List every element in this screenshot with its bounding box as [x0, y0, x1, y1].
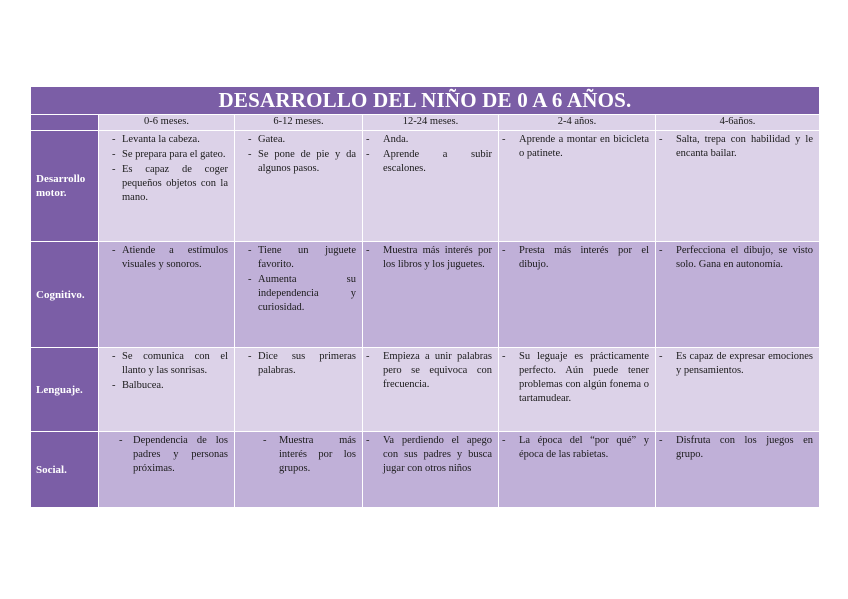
cell-motor-2-4	[499, 131, 656, 242]
list-item: - Se comunica con el llanto y las sonrisas.	[99, 350, 228, 378]
list-item: - Empieza a unir palabras pero se equivoca con frecuencia.	[363, 350, 492, 392]
table-row-social	[31, 432, 820, 508]
list-item: - Es capaz de expresar emociones y pensamientos.	[656, 350, 813, 378]
list-item: - Aumenta su independencia y curiosidad.	[235, 273, 356, 315]
cell-lenguaje-0-6	[99, 348, 235, 432]
cell-motor-4-6	[656, 131, 820, 242]
cell-motor-0-6	[99, 131, 235, 242]
row-label-social: Social.	[31, 432, 99, 508]
cell-social-2-4	[499, 432, 656, 508]
list-item: - Tiene un juguete favorito.	[235, 244, 356, 272]
list-item: - Muestra más interés por los libros y los juguetes.	[363, 244, 492, 272]
row-label-cognitivo: Cognitivo.	[31, 242, 99, 348]
row-label-lenguaje: Lenguaje.	[31, 348, 99, 432]
column-header-4-6: 4-6años.	[656, 115, 820, 131]
cell-cognitivo-2-4	[499, 242, 656, 348]
list-item: - Gatea.	[235, 133, 356, 147]
list-item: - Levanta la cabeza.	[99, 133, 228, 147]
cell-social-0-6	[99, 432, 235, 508]
list-item: - Aprende a montar en bicicleta o patinete.	[499, 133, 649, 161]
list-item: - Va perdiendo el apego con sus padres y busca jugar con otros niños	[363, 434, 492, 476]
cell-lenguaje-2-4	[499, 348, 656, 432]
column-header-6-12: 6-12 meses.	[235, 115, 363, 131]
cell-cognitivo-0-6	[99, 242, 235, 348]
list-item: - Su leguaje es prácticamente perfecto. Aún puede tener problemas con algún fonema o tartamudear.	[499, 350, 649, 406]
table-row-lenguaje	[31, 348, 820, 432]
cell-social-12-24	[363, 432, 499, 508]
list-item: - Dice sus primeras palabras.	[235, 350, 356, 378]
cell-lenguaje-4-6	[656, 348, 820, 432]
cell-cognitivo-6-12	[235, 242, 363, 348]
column-header-12-24: 12-24 meses.	[363, 115, 499, 131]
cell-lenguaje-6-12	[235, 348, 363, 432]
list-item: - Presta más interés por el dibujo.	[499, 244, 649, 272]
list-item: - Se pone de pie y da algunos pasos.	[235, 148, 356, 176]
list-item: - Se prepara para el gateo.	[99, 148, 228, 162]
list-item: - Es capaz de coger pequeños objetos con la mano.	[99, 163, 228, 205]
table-row-motor	[31, 131, 820, 242]
row-label-motor: Desarrollo motor.	[31, 131, 99, 242]
column-header-0-6: 0-6 meses.	[99, 115, 235, 131]
list-item: - Aprende a subir escalones.	[363, 148, 492, 176]
cell-cognitivo-12-24	[363, 242, 499, 348]
cell-motor-6-12	[235, 131, 363, 242]
column-header-2-4: 2-4 años.	[499, 115, 656, 131]
cell-social-6-12	[235, 432, 363, 508]
list-item: - Muestra más interés por los grupos.	[235, 434, 356, 476]
cell-social-4-6	[656, 432, 820, 508]
list-item: - Salta, trepa con habilidad y le encanta bailar.	[656, 133, 813, 161]
cell-lenguaje-12-24	[363, 348, 499, 432]
cell-motor-12-24	[363, 131, 499, 242]
list-item: - Dependencia de los padres y personas próximas.	[99, 434, 228, 476]
development-table	[30, 86, 820, 508]
list-item: - Balbucea.	[99, 379, 228, 393]
header-corner	[31, 115, 99, 131]
list-item: - Perfecciona el dibujo, se visto solo. Gana en autonomía.	[656, 244, 813, 272]
list-item: - Anda.	[363, 133, 492, 147]
list-item: - La época del “por qué” y época de las rabietas.	[499, 434, 649, 462]
table-title: DESARROLLO DEL NIÑO DE 0 A 6 AÑOS.	[31, 87, 820, 115]
list-item: - Atiende a estímulos visuales y sonoros.	[99, 244, 228, 272]
cell-cognitivo-4-6	[656, 242, 820, 348]
table-row-cognitivo	[31, 242, 820, 348]
list-item: - Disfruta con los juegos en grupo.	[656, 434, 813, 462]
